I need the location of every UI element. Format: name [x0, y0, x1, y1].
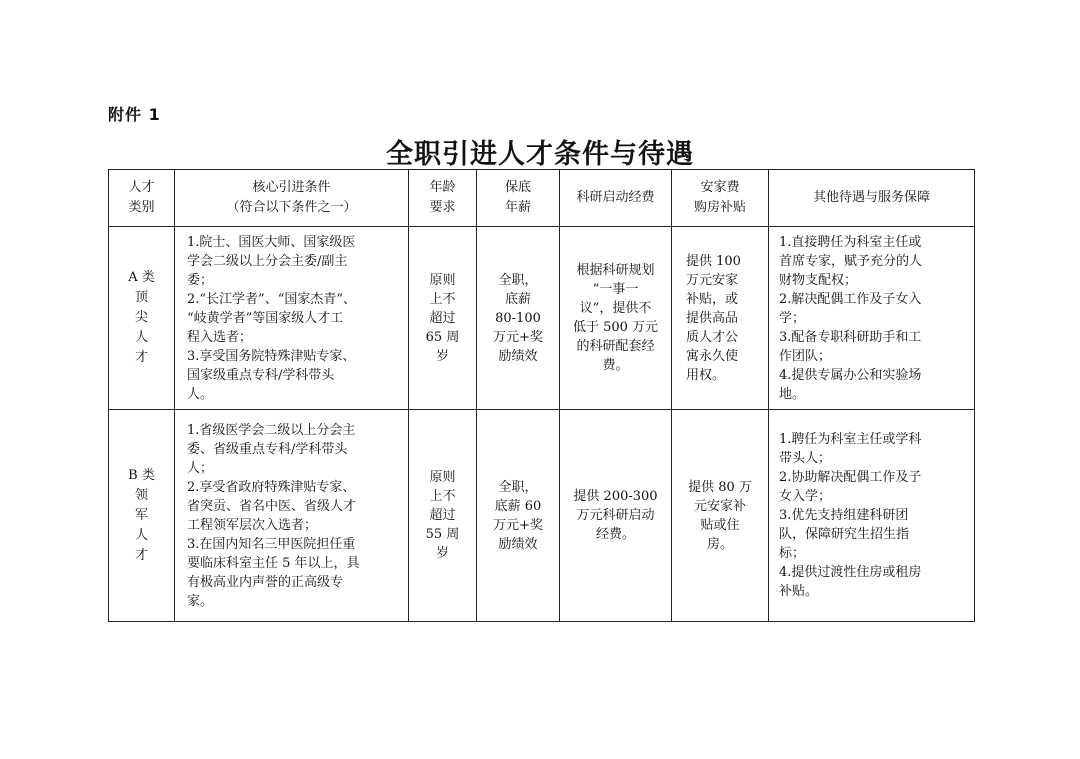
age-line: 超过 — [429, 310, 456, 326]
research-line: 的科研配套经 — [576, 339, 655, 354]
header-text: 年薪 — [504, 200, 531, 215]
conditions-line: 委、省级重点专科/学科带头 — [187, 441, 348, 457]
category-line: 人 — [134, 527, 148, 543]
table-header-row — [109, 170, 975, 227]
research-line: 提供 200-300 — [573, 489, 658, 504]
conditions-cell — [175, 227, 409, 410]
conditions-line: 程入选者； — [187, 329, 253, 345]
category-cell — [109, 410, 175, 622]
other-line: 学； — [779, 310, 806, 326]
other-line: 标； — [779, 546, 806, 561]
salary-line: 全职， — [498, 479, 538, 495]
other-line: 女入学； — [779, 489, 832, 504]
conditions-line: 1.院士、国医大师、国家级医 — [187, 234, 356, 250]
research-line: 经费。 — [595, 527, 635, 542]
header-housing — [672, 170, 769, 227]
salary-line: 底薪 — [504, 291, 531, 307]
research-line: 万元科研启动 — [576, 508, 655, 523]
housing-line: 万元安家 — [686, 272, 739, 288]
housing-line: 用权。 — [686, 367, 726, 383]
age-line: 原则 — [429, 470, 456, 485]
table-row — [109, 410, 975, 622]
header-text: 年龄 — [429, 180, 456, 195]
conditions-line: 工程领军层次入选者； — [187, 517, 318, 533]
salary-line: 全职， — [498, 272, 538, 288]
salary-cell — [477, 227, 560, 410]
category-line: 顶 — [134, 290, 148, 305]
header-text: 购房补贴 — [693, 200, 746, 215]
housing-cell — [672, 410, 769, 622]
category-line: 尖 — [134, 310, 148, 325]
header-text: 科研启动经费 — [576, 190, 655, 205]
conditions-line: 2.“长江学者”、“国家杰青”、 — [187, 291, 356, 307]
age-line: 55 周 — [425, 527, 460, 542]
conditions-line: 委； — [187, 272, 214, 288]
header-text: 类别 — [128, 200, 155, 215]
conditions-line: 省突贡、省名中医、省级人才 — [187, 498, 357, 514]
other-line: 4.提供专属办公和实验场 — [779, 367, 922, 383]
age-cell — [409, 410, 477, 622]
conditions-cell — [175, 410, 409, 622]
research-line: 低于 500 万元 — [572, 320, 659, 335]
category-cell — [109, 227, 175, 410]
category-line: 才 — [134, 547, 148, 563]
salary-line: 励绩效 — [498, 536, 538, 552]
conditions-line: 家。 — [187, 593, 214, 609]
header-text: 核心引进条件 — [252, 180, 331, 195]
housing-line: 房。 — [706, 536, 733, 552]
conditions-line: 要临床科室主任 5 年以上，具 — [187, 555, 360, 571]
salary-cell — [477, 410, 560, 622]
age-line: 岁 — [435, 546, 449, 561]
age-line: 65 周 — [425, 329, 460, 345]
other-cell — [769, 227, 975, 410]
age-cell — [409, 227, 477, 410]
age-line: 岁 — [435, 348, 449, 364]
header-text: 安家费 — [700, 180, 740, 195]
category-line: B 类 — [128, 467, 155, 483]
table-row — [109, 227, 975, 410]
age-line: 上不 — [429, 291, 456, 307]
salary-line: 底薪 60 — [494, 498, 542, 514]
other-line: 1.聘任为科室主任或学科 — [779, 432, 922, 447]
category-line: 军 — [134, 507, 148, 523]
header-research — [560, 170, 672, 227]
housing-line: 补贴，或 — [686, 291, 739, 307]
research-line: 费。 — [602, 358, 629, 373]
other-line: 首席专家，赋予充分的人 — [779, 253, 923, 269]
conditions-line: 人。 — [187, 386, 214, 402]
other-line: 1.直接聘任为科室主任或 — [779, 234, 922, 250]
category-line: 领 — [134, 487, 148, 503]
header-text: 其他待遇与服务保障 — [812, 190, 930, 205]
talent-table — [108, 169, 975, 622]
salary-line: 万元+奖 — [493, 329, 543, 345]
housing-cell — [672, 227, 769, 410]
housing-line: 提供高品 — [686, 310, 739, 326]
housing-line: 元安家补 — [693, 498, 746, 514]
age-line: 上不 — [429, 489, 456, 504]
other-line: 3.配备专职科研助手和工 — [779, 329, 922, 345]
header-category — [109, 170, 175, 227]
header-conditions — [175, 170, 409, 227]
other-line: 2.协助解决配偶工作及子 — [779, 470, 922, 485]
housing-line: 贴或住 — [700, 517, 740, 533]
conditions-line: 1.省级医学会二级以上分会主 — [187, 422, 356, 438]
housing-line: 质人才公 — [686, 329, 739, 345]
age-line: 超过 — [429, 508, 456, 523]
salary-line: 80-100 — [495, 310, 541, 326]
header-other — [769, 170, 975, 227]
research-line: 议”，提供不 — [579, 301, 652, 316]
other-line: 3.优先支持组建科研团 — [779, 508, 909, 523]
research-cell — [560, 227, 672, 410]
salary-line: 万元+奖 — [493, 517, 543, 533]
header-text: （符合以下条件之一） — [226, 200, 357, 215]
conditions-line: 人； — [187, 460, 214, 476]
conditions-line: “岐黄学者”等国家级人才工 — [187, 310, 344, 326]
other-line: 补贴。 — [779, 584, 819, 599]
conditions-line: 3.享受国务院特殊津贴专家、 — [187, 348, 356, 364]
other-line: 队，保障研究生招生指 — [779, 527, 910, 542]
header-text: 人才 — [128, 180, 155, 195]
conditions-line: 学会二级以上分会主委/副主 — [187, 253, 348, 269]
other-line: 地。 — [779, 386, 806, 402]
other-cell — [769, 410, 975, 622]
header-salary — [477, 170, 560, 227]
housing-line: 提供 100 — [686, 253, 741, 269]
category-line: 才 — [134, 350, 148, 365]
research-line: “一事一 — [592, 282, 639, 297]
header-age — [409, 170, 477, 227]
category-line: A 类 — [128, 270, 155, 285]
conditions-line: 国家级重点专科/学科带头 — [187, 367, 335, 383]
housing-line: 寓永久使 — [686, 348, 739, 364]
document-title: 全职引进人才条件与待遇 — [386, 139, 694, 170]
other-line: 带头人； — [779, 451, 832, 466]
conditions-line: 3.在国内知名三甲医院担任重 — [187, 536, 356, 552]
salary-line: 励绩效 — [498, 348, 538, 364]
research-cell — [560, 410, 672, 622]
conditions-line: 2.享受省政府特殊津贴专家、 — [187, 479, 356, 495]
age-line: 原则 — [429, 272, 456, 288]
other-line: 4.提供过渡性住房或租房 — [779, 565, 922, 580]
other-line: 作团队； — [779, 348, 832, 364]
housing-line: 提供 80 万 — [688, 479, 752, 495]
category-line: 人 — [134, 330, 148, 345]
research-line: 根据科研规划 — [576, 263, 655, 278]
header-text: 要求 — [429, 200, 456, 215]
conditions-line: 有极高业内声誉的正高级专 — [187, 574, 344, 590]
other-line: 2.解决配偶工作及子女入 — [779, 291, 922, 307]
attachment-label: 附件 1 — [108, 105, 161, 124]
header-text: 保底 — [504, 180, 531, 195]
other-line: 财物支配权； — [779, 272, 858, 288]
